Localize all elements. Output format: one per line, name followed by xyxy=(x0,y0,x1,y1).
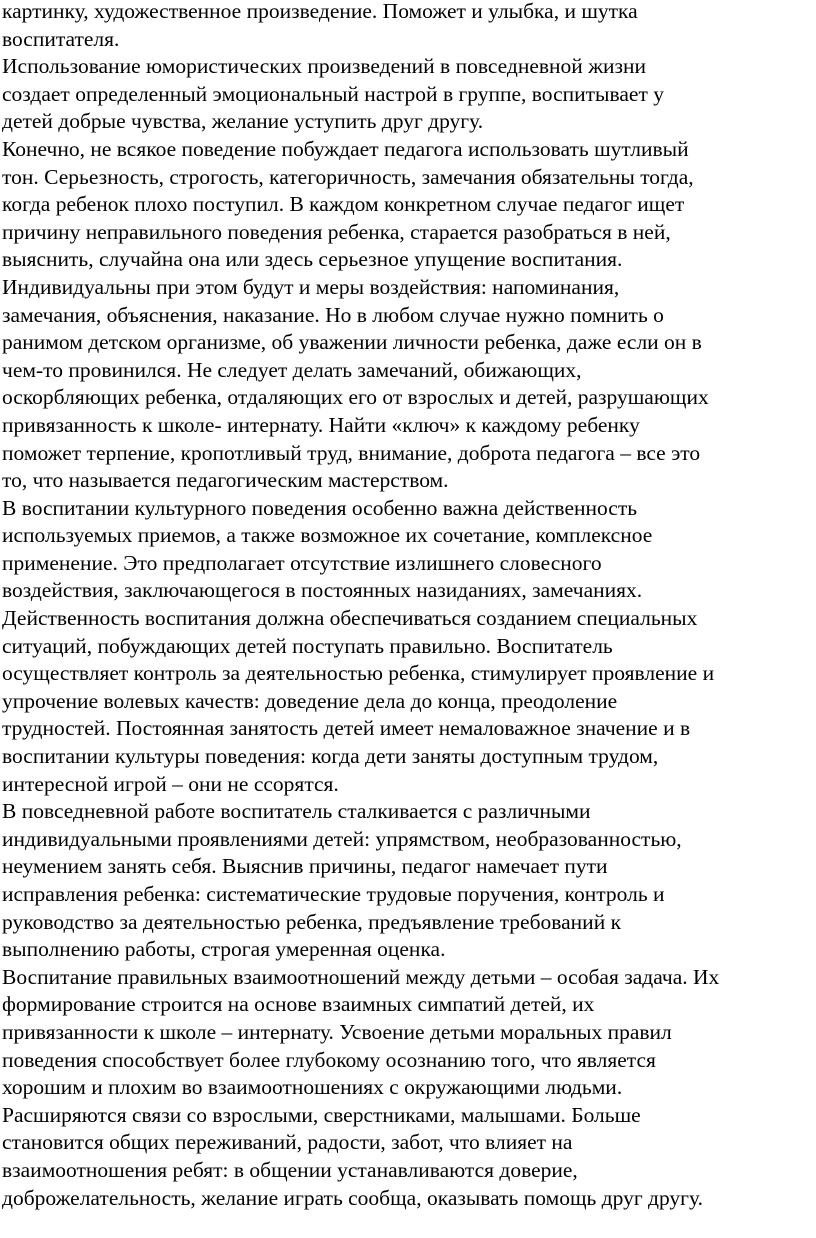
paragraph-6 xyxy=(0,964,816,1212)
text-line: тон. Серьезность, строгость, категоричность, замечания обязательны тогда, xyxy=(2,164,694,189)
text-line: создает определенный эмоциональный настрой в группе, воспитывает у xyxy=(2,81,664,106)
text-line: Индивидуальны при этом будут и меры воздействия: напоминания, xyxy=(2,274,620,299)
text-line: замечания, объяснения, наказание. Но в любом случае нужно помнить о xyxy=(2,302,664,327)
text-line: взаимоотношения ребят: в общении устанавливаются доверие, xyxy=(2,1157,578,1182)
text-line: Расширяются связи со взрослыми, сверстниками, малышами. Больше xyxy=(2,1102,641,1127)
paragraph-3 xyxy=(0,136,816,495)
text-line: выяснить, случайна она или здесь серьезное упущение воспитания. xyxy=(2,247,623,272)
text-line: формирование строится на основе взаимных симпатий детей, их xyxy=(2,992,595,1017)
text-line: исправления ребенка: систематические трудовые поручения, контроль и xyxy=(2,882,665,906)
text-line: чем-то провинился. Не следует делать замечаний, обижающих, xyxy=(2,357,582,382)
text-line: ранимом детском организме, об уважении личности ребенка, даже если он в xyxy=(2,330,702,355)
text-line: ситуаций, побуждающих детей поступать правильно. Воспитатель xyxy=(2,633,613,658)
text-line: причину неправильного поведения ребенка, старается разобраться в ней, xyxy=(2,219,671,244)
text-line: доброжелательность, желание играть сообща, оказывать помощь друг другу. xyxy=(2,1185,703,1210)
text-line: упрочение волевых качеств: доведение дела до конца, преодоление xyxy=(2,688,618,713)
text-line: В воспитании культурного поведения особенно важна действенность xyxy=(2,495,638,520)
text-line: В повседневной работе воспитатель сталкивается с различными xyxy=(2,799,591,824)
text-line: поведения способствует более глубокому осознанию того, что является xyxy=(2,1047,656,1072)
text-line: привязанность к школе- интернату. Найти «ключ» к каждому ребенку xyxy=(2,412,640,437)
text-line: становится общих переживаний, радости, забот, что влияет на xyxy=(2,1130,573,1155)
text-line: индивидуальными проявлениями детей: упрямством, необразованностью, xyxy=(2,826,682,851)
text-line: руководство за деятельностью ребенка, предъявление требований к xyxy=(2,909,622,934)
paragraph-2 xyxy=(0,53,816,136)
text-line: выполнению работы, строгая умеренная оценка. xyxy=(2,937,446,962)
text-line: неумением занять себя. Выяснив причины, педагог намечает пути xyxy=(2,854,608,879)
text-line: хорошим и плохим во взаимоотношениях с окружающими людьми. xyxy=(2,1075,623,1100)
text-line: используемых приемов, а также возможное их сочетание, комплексное xyxy=(2,523,653,548)
paragraph-1 xyxy=(0,0,816,53)
text-line: трудностей. Постоянная занятость детей имеет немаловажное значение и в xyxy=(2,716,691,741)
text-line: Конечно, не всякое поведение побуждает педагога использовать шутливый xyxy=(2,136,689,161)
text-line: воспитателя. xyxy=(2,26,120,51)
paragraph-5 xyxy=(0,798,816,964)
text-line: применение. Это предполагает отсутствие излишнего словесного xyxy=(2,550,602,575)
text-line: интересной игрой – они не ссорятся. xyxy=(2,771,339,796)
text-line: то, что называется педагогическим мастерством. xyxy=(2,468,449,493)
text-line: воздействия, заключающегося в постоянных назиданиях, замечаниях. xyxy=(2,578,643,603)
text-line: оскорбляющих ребенка, отдаляющих его от взрослых и детей, разрушающих xyxy=(2,385,709,410)
text-line: Воспитание правильных взаимоотношений между детьми – особая задача. Их xyxy=(2,964,720,989)
text-line: Действенность воспитания должна обеспечиваться созданием специальных xyxy=(2,606,698,631)
text-line: воспитании культуры поведения: когда дети заняты доступным трудом, xyxy=(2,744,659,769)
text-line: детей добрые чувства, желание уступить друг другу. xyxy=(2,109,484,134)
text-line: картинку, художественное произведение. Поможет и улыбка, и шутка xyxy=(2,0,638,23)
text-line: привязанности к школе – интернату. Усвоение детьми моральных правил xyxy=(2,1019,672,1044)
text-line: поможет терпение, кропотливый труд, внимание, доброта педагога – все это xyxy=(2,440,701,465)
paragraph-4 xyxy=(0,495,816,799)
text-line: Использование юмористических произведений в повседневной жизни xyxy=(2,54,647,79)
text-line: когда ребенок плохо поступил. В каждом конкретном случае педагог ищет xyxy=(2,192,685,217)
text-line: осуществляет контроль за деятельностью ребенка, стимулирует проявление и xyxy=(2,661,715,686)
